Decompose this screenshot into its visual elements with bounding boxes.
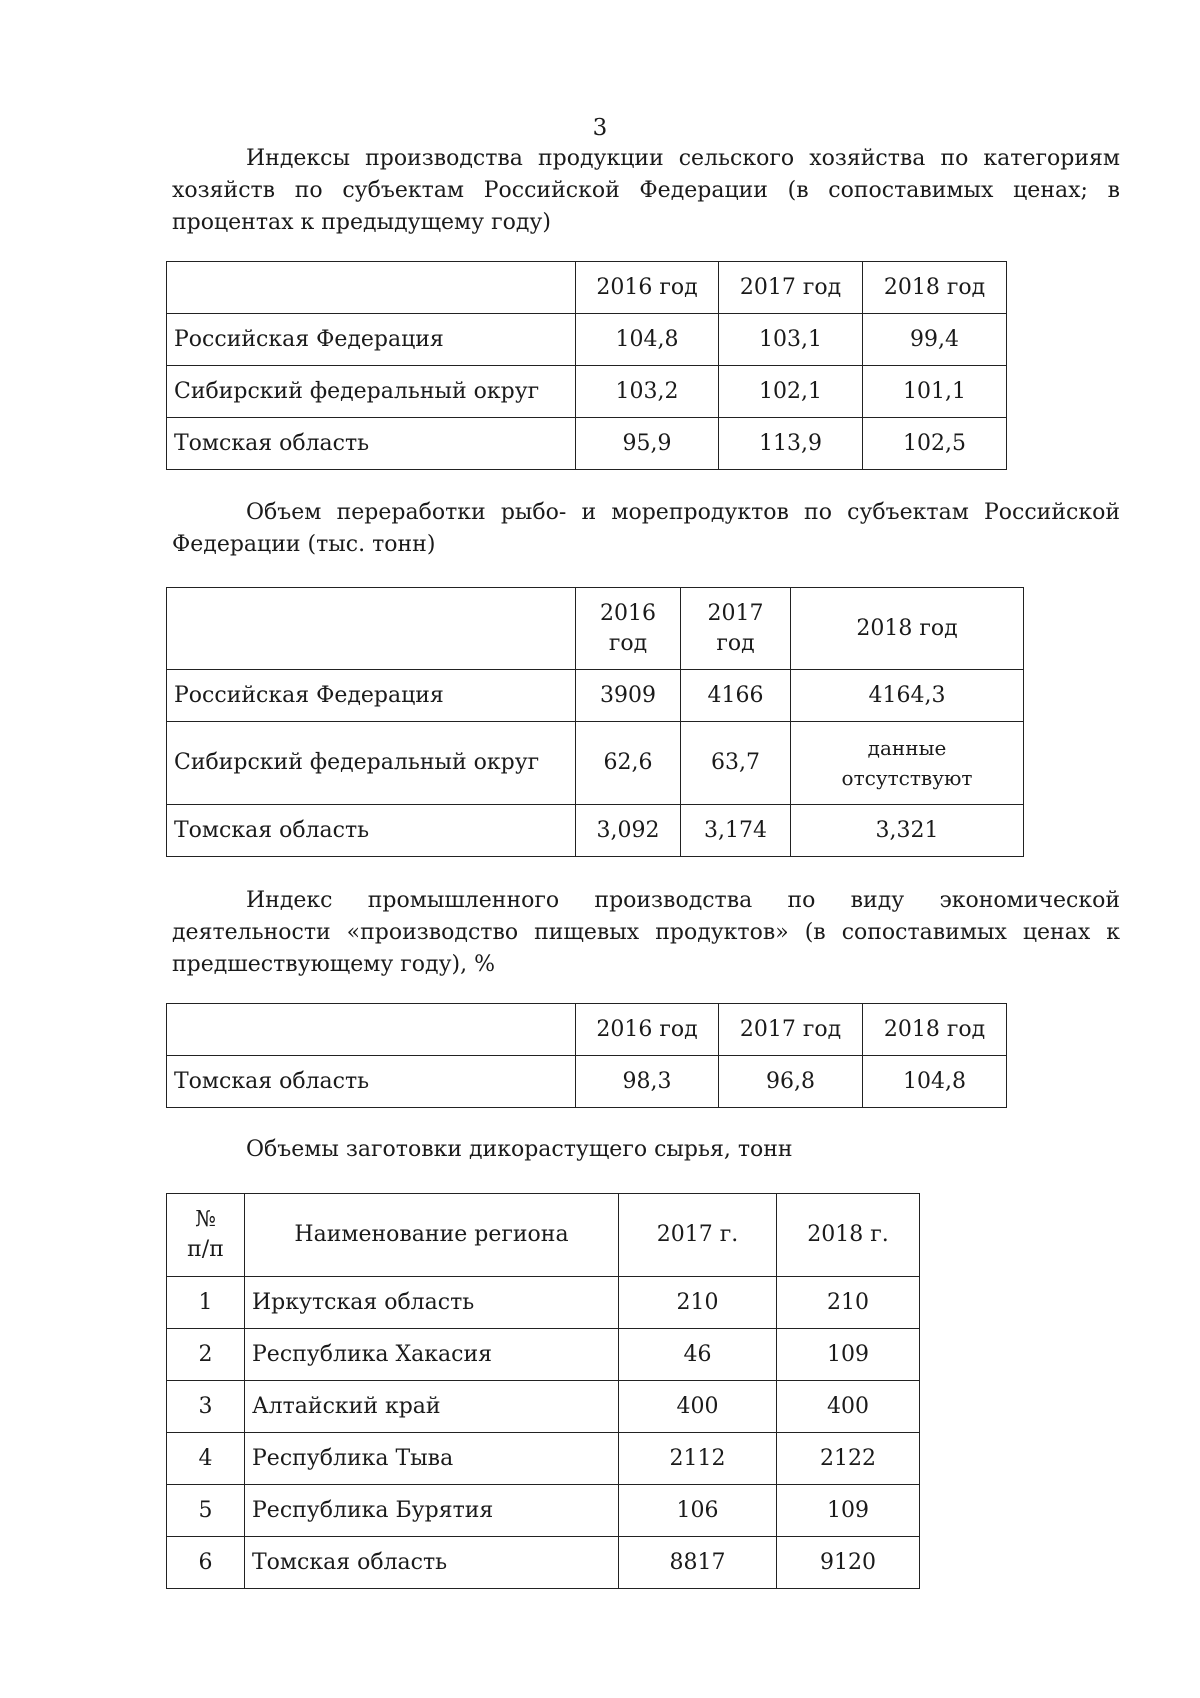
table-row [167, 722, 1024, 805]
row-label: Российская Федерация [167, 314, 576, 366]
value-cell: 8817 [619, 1537, 777, 1589]
table-header-row [167, 588, 1024, 670]
row-label: Республика Хакасия [245, 1329, 619, 1381]
table-row [167, 1056, 1007, 1108]
section4-table [166, 1193, 920, 1589]
header-cell: 2017 г. [619, 1194, 777, 1277]
header-cell: 2018 год [791, 588, 1024, 670]
table-row [167, 1381, 920, 1433]
value-cell: 210 [619, 1277, 777, 1329]
value-cell: 4164,3 [791, 670, 1024, 722]
value-cell: 62,6 [576, 722, 681, 805]
table-header-row [167, 1004, 1007, 1056]
value-cell: 98,3 [576, 1056, 719, 1108]
value-cell: 101,1 [863, 366, 1007, 418]
row-label: Томская область [167, 805, 576, 857]
value-cell: 400 [777, 1381, 920, 1433]
header-cell [167, 262, 576, 314]
header-cell: 2017 год [719, 262, 863, 314]
header-cell: 2017 год [719, 1004, 863, 1056]
row-label: Томская область [167, 1056, 576, 1108]
row-label: Сибирский федеральный округ [167, 722, 576, 805]
table-row [167, 670, 1024, 722]
value-cell: 104,8 [576, 314, 719, 366]
value-cell: 109 [777, 1329, 920, 1381]
table-row [167, 1485, 920, 1537]
row-label: Российская Федерация [167, 670, 576, 722]
row-number: 2 [167, 1329, 245, 1381]
row-number: 4 [167, 1433, 245, 1485]
table-header-row [167, 262, 1007, 314]
row-number: 1 [167, 1277, 245, 1329]
value-cell: 2122 [777, 1433, 920, 1485]
section4-caption: Объемы заготовки дикорастущего сырья, тонн [246, 1137, 793, 1162]
section3-caption: Индекс промышленного производства по виду экономической деятельности «производство пищевых продуктов» (в сопоставимых ценах к предшествующему году), % [172, 888, 1120, 977]
section1-table [166, 261, 1007, 470]
value-cell: 3,092 [576, 805, 681, 857]
row-label: Томская область [167, 418, 576, 470]
row-label: Томская область [245, 1537, 619, 1589]
table-row [167, 314, 1007, 366]
header-cell: № п/п [167, 1194, 245, 1277]
page-number: 3 [592, 115, 608, 141]
section2-table [166, 587, 1024, 857]
table-row [167, 1537, 920, 1589]
value-cell: 400 [619, 1381, 777, 1433]
value-cell: 113,9 [719, 418, 863, 470]
section1-caption: Индексы производства продукции сельского хозяйства по категориям хозяйств по субъектам Российской Федерации (в сопоставимых ценах; в процентах к предыдущему году) [172, 146, 1120, 235]
header-cell: 2016 год [576, 588, 681, 670]
value-cell: 3909 [576, 670, 681, 722]
value-cell: 3,174 [681, 805, 791, 857]
value-cell: 3,321 [791, 805, 1024, 857]
table-row [167, 418, 1007, 470]
value-cell: 109 [777, 1485, 920, 1537]
table-row [167, 1277, 920, 1329]
value-cell: 95,9 [576, 418, 719, 470]
value-cell: 96,8 [719, 1056, 863, 1108]
value-cell: 4166 [681, 670, 791, 722]
row-label: Алтайский край [245, 1381, 619, 1433]
row-number: 3 [167, 1381, 245, 1433]
value-cell: 99,4 [863, 314, 1007, 366]
value-cell: 102,5 [863, 418, 1007, 470]
table-row [167, 1329, 920, 1381]
value-cell: 104,8 [863, 1056, 1007, 1108]
header-cell: Наименование региона [245, 1194, 619, 1277]
value-cell: 106 [619, 1485, 777, 1537]
row-label: Республика Бурятия [245, 1485, 619, 1537]
header-cell [167, 588, 576, 670]
value-cell: 210 [777, 1277, 920, 1329]
table-row [167, 1433, 920, 1485]
row-number: 6 [167, 1537, 245, 1589]
header-cell: 2017 год [681, 588, 791, 670]
value-cell: 103,2 [576, 366, 719, 418]
value-cell: данные отсутствуют [791, 722, 1024, 805]
value-cell: 103,1 [719, 314, 863, 366]
section2-caption: Объем переработки рыбо- и морепродуктов по субъектам Российской Федерации (тыс. тонн) [172, 500, 1120, 557]
section3-table [166, 1003, 1007, 1108]
header-cell: 2018 год [863, 1004, 1007, 1056]
header-cell: 2016 год [576, 262, 719, 314]
row-label: Иркутская область [245, 1277, 619, 1329]
row-label: Республика Тыва [245, 1433, 619, 1485]
table-row [167, 805, 1024, 857]
row-number: 5 [167, 1485, 245, 1537]
header-cell: 2016 год [576, 1004, 719, 1056]
table-row [167, 366, 1007, 418]
value-cell: 46 [619, 1329, 777, 1381]
header-cell: 2018 г. [777, 1194, 920, 1277]
value-cell: 63,7 [681, 722, 791, 805]
header-cell [167, 1004, 576, 1056]
header-cell: 2018 год [863, 262, 1007, 314]
row-label: Сибирский федеральный округ [167, 366, 576, 418]
value-cell: 102,1 [719, 366, 863, 418]
value-cell: 9120 [777, 1537, 920, 1589]
table-header-row [167, 1194, 920, 1277]
value-cell: 2112 [619, 1433, 777, 1485]
